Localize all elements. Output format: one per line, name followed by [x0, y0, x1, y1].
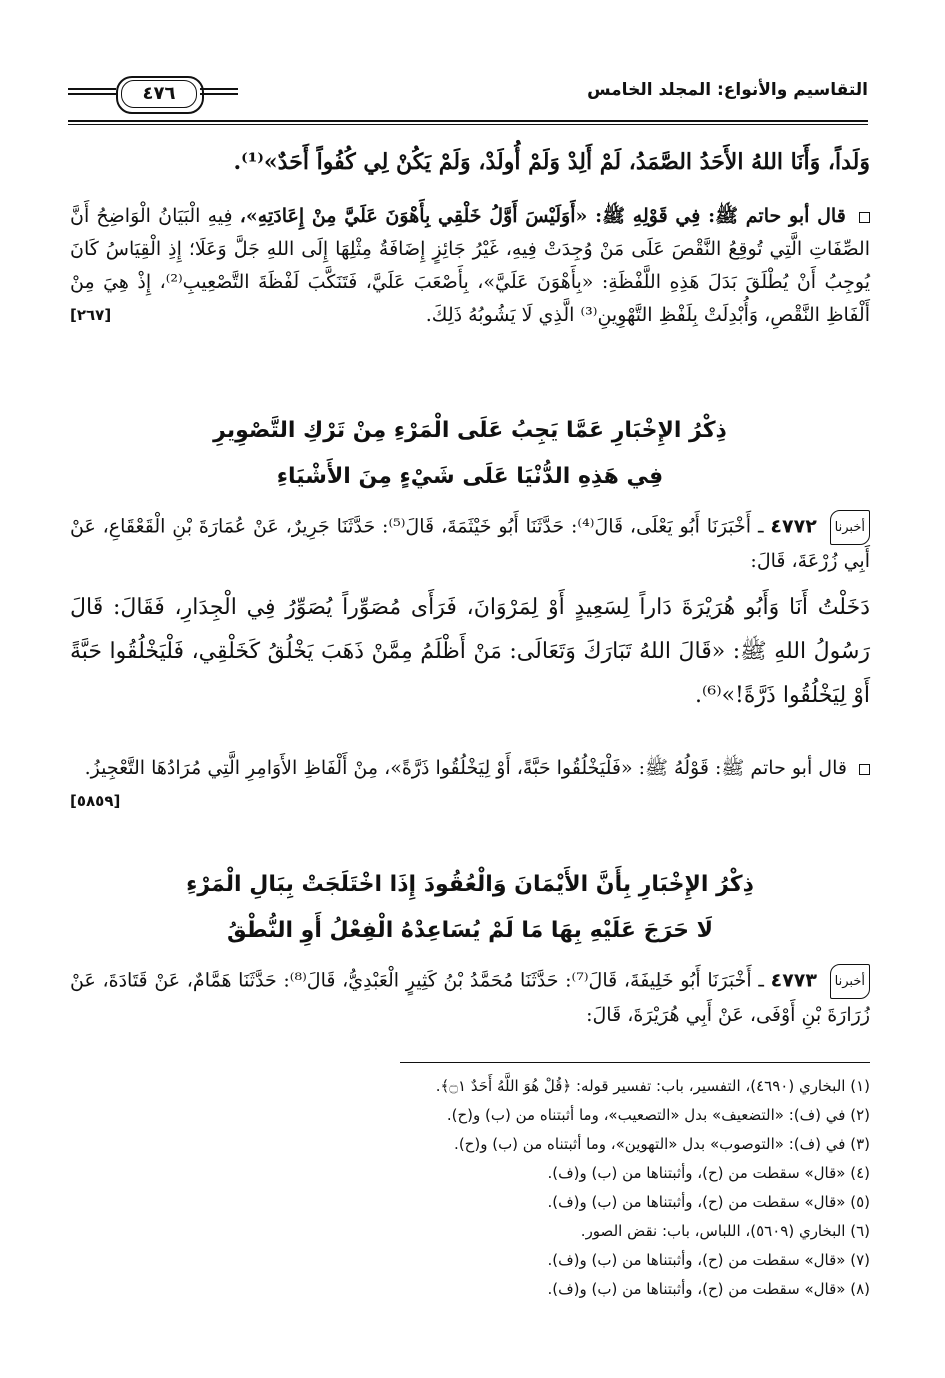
akhbarana-badge-icon: أخبرنا	[830, 510, 870, 545]
square-marker-icon	[859, 212, 870, 223]
hadith-2-number: ٤٧٧٣	[770, 969, 817, 992]
hadith-1	[70, 510, 870, 718]
heading-2-line-2: لَا حَرَجَ عَلَيْهِ بِهَا مَا لَمْ يُسَاعِدْهُ الْفِعْلُ أَوِ النُّطْقُ	[226, 918, 714, 943]
intro-line: وَلَداً، وَأَنَا اللهُ الأَحَدُ الصَّمَدُ، لَمْ أَلِدْ وَلَمْ أُولَدْ، وَلَمْ يَكُنْ لِي كُفُواً أَحَدٌ»⁽¹⁾.	[233, 149, 870, 175]
page-number-frame	[68, 76, 238, 112]
comment-1-body: فِيهِ الْبَيَانُ الْوَاضِحُ أَنَّ الصِّفَاتِ الَّتِي تُوقِعُ النَّقْصَ عَلَى مَنْ وُجِدَتْ فِيهِ، غَيْرُ جَائِزٍ إِضَافَةُ مِثْلِهَا إِلَى اللهِ جَلَّ وَعَلَا؛ إِذِ الْقِيَاسُ كَانَ يُوجِبُ أَنْ يُطْلَقَ بَدَلَ هَذِهِ اللَّفْظَةِ: «بِأَهْوَنَ عَلَيَّ»، بِأَصْعَبَ عَلَيَّ، فَتَنَكَّبَ لَفْظَةَ التَّصْعِيبِ⁽²⁾، إِذْ هِيَ مِنْ أَلْفَاظِ النَّقْصِ، وَأُبْدِلَتْ بِلَفْظِ التَّهْوِينِ⁽³⁾ الَّذِي لَا يَشُوبُهُ ذَلِكَ.	[70, 205, 871, 326]
heading-1-line-2: فِي هَذِهِ الدُّنْيَا عَلَى شَيْءٍ مِنَ الأَشْيَاءِ	[276, 464, 664, 489]
akhbarana-badge-icon: أخبرنا	[830, 964, 870, 999]
comment-1-lead: قال أبو حاتم ﷺ: فِي قَوْلِهِ ﷺ: «أَوَلَيْسَ أَوَّلُ خَلْقِي بِأَهْوَنَ عَلَيَّ مِنْ إِعَادَتِهِ»،	[239, 205, 846, 227]
heading-1	[70, 408, 870, 500]
hadith-2-isnad: ـ أَخْبَرَنَا أَبُو خَلِيفَةَ، قَالَ⁽⁷⁾: حَدَّثَنَا مُحَمَّدُ بْنُ كَثِيرٍ الْعَبْدِيُّ، قَالَ⁽⁸⁾: حَدَّثَنَا هَمَّامٌ، عَنْ قَتَادَةَ، عَنْ زُرَارَةَ بْنِ أَوْفَى، عَنْ أَبِي هُرَيْرَةَ، قَالَ:	[70, 969, 870, 1026]
hadith-1-matn: دَخَلْتُ أَنَا وَأَبُو هُرَيْرَةَ دَاراً لِسَعِيدٍ أَوْ لِمَرْوَانَ، فَرَأَى مُصَوِّراً يُصَوِّرُ فِي الْجِدَارِ، فَقَالَ: قَالَ رَسُولُ اللهِ ﷺ: «قَالَ اللهُ تَبَارَكَ وَتَعَالَى: مَنْ أَظْلَمُ مِمَّنْ ذَهَبَ يَخْلُقُ كَخَلْقِي، فَلْيَخْلُقُوا حَبَّةً أَوْ لِيَخْلُقُوا ذَرَّةً!»⁽⁶⁾.	[70, 595, 870, 708]
footnote: (٦) البخاري (٥٦٠٩)، اللباس، باب: نقض الصور.	[580, 1222, 870, 1240]
footnote-rule	[400, 1062, 870, 1063]
footnote: (٤) «قال» سقطت من (ح)، وأثبتناها من (ب) و(ف).	[547, 1164, 870, 1182]
page-header	[68, 70, 868, 124]
comment-2	[70, 752, 870, 818]
hadith-1-number: ٤٧٧٢	[770, 515, 817, 538]
frame-bar-right	[200, 88, 238, 95]
comment-1-ref: [٢٦٧]	[70, 306, 112, 324]
footnote: (٨) «قال» سقطت من (ح)، وأثبتناها من (ب) و(ف).	[547, 1280, 870, 1298]
footnote: (٧) «قال» سقطت من (ح)، وأثبتناها من (ب) و(ف).	[547, 1251, 870, 1269]
comment-2-ref: [٥٨٥٩]	[70, 792, 121, 810]
header-rule-thin	[68, 124, 868, 125]
footnotes	[70, 1072, 870, 1304]
heading-2	[70, 862, 870, 954]
footnote: (١) البخاري (٤٦٩٠)، التفسير، باب: تفسير قوله: ﴿قُلْ هُوَ اللَّهُ أَحَدٌ ۝١﴾.	[435, 1077, 870, 1095]
hadith-2	[70, 964, 870, 1032]
comment-2-text: قال أبو حاتم ﷺ: قَوْلُهُ ﷺ: «فَلْيَخْلُقُوا حَبَّةً، أَوْ لِيَخْلُقُوا ذَرَّةً»، مِنْ أَلْفَاظِ الأَوَامِرِ الَّتِي مُرَادُهَا التَّعْجِيزُ.	[84, 757, 847, 779]
intro-block	[70, 140, 870, 184]
page-number: ٤٧٦	[121, 80, 197, 108]
header-rule	[68, 120, 868, 122]
running-title: التقاسيم والأنواع: المجلد الخامس	[587, 80, 868, 100]
footnote: (٢) في (ف): «التضعيف» بدل «التصعيب»، وما أثبتناه من (ب) و(ح).	[446, 1106, 870, 1124]
frame-bar-left	[68, 88, 116, 95]
heading-1-line-1: ذِكْرُ الإِخْبَارِ عَمَّا يَجِبُ عَلَى الْمَرْءِ مِنْ تَرْكِ التَّصْوِيرِ	[213, 418, 727, 443]
footnote: (٥) «قال» سقطت من (ح)، وأثبتناها من (ب) و(ف).	[547, 1193, 870, 1211]
hadith-1-isnad: ـ أَخْبَرَنَا أَبُو يَعْلَى، قَالَ⁽⁴⁾: حَدَّثَنَا أَبُو خَيْثَمَةَ، قَالَ⁽⁵⁾: حَدَّثَنَا جَرِيرٌ، عَنْ عُمَارَةَ بْنِ الْقَعْقَاعِ، عَنْ أَبِي زُرْعَةَ، قَالَ:	[70, 515, 870, 572]
footnote: (٣) في (ف): «التوصوب» بدل «التهوين»، وما أثبتناه من (ب) و(ح).	[454, 1135, 870, 1153]
heading-2-line-1: ذِكْرُ الإِخْبَارِ بِأَنَّ الأَيْمَانَ وَالْعُقُودَ إِذَا اخْتَلَجَتْ بِبَالِ الْمَرْءِ	[186, 872, 754, 897]
comment-1	[70, 200, 870, 332]
square-marker-icon	[859, 764, 870, 775]
